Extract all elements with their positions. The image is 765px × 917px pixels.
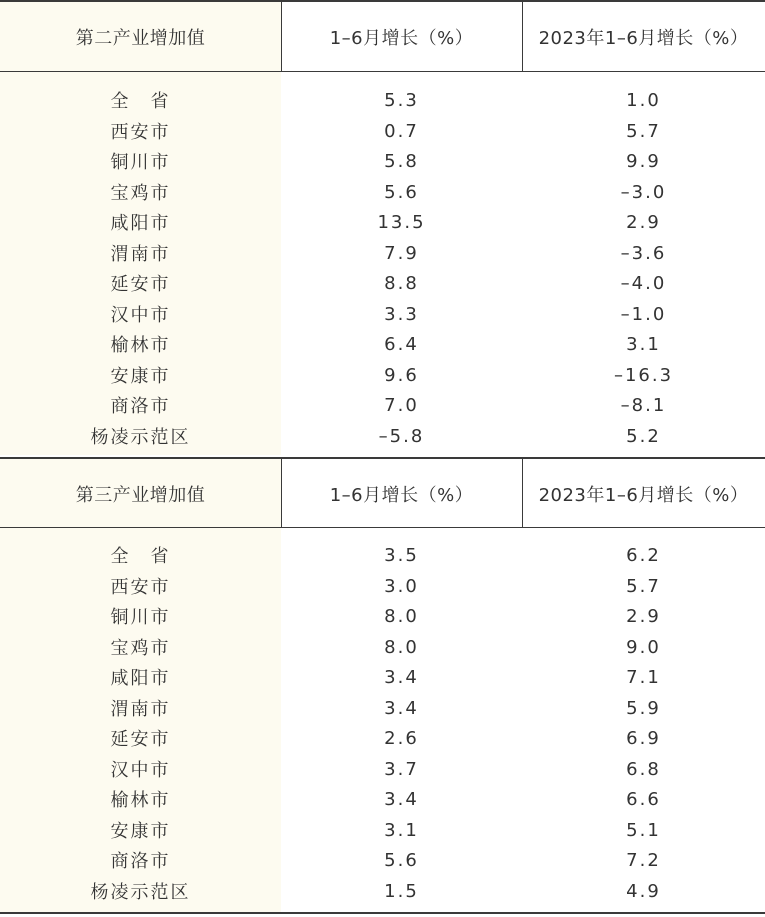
header-growth: 1–6月增长（%） — [281, 459, 522, 529]
region-cell: 咸阳市 — [110, 213, 171, 234]
growth-2023-cell: 2.9 — [626, 211, 661, 233]
region-cell: 安康市 — [110, 366, 171, 387]
table-row — [0, 662, 765, 692]
region-cell: 西安市 — [110, 122, 171, 143]
table-row — [0, 299, 765, 329]
growth-2023-cell: 2.9 — [626, 605, 661, 627]
table-row — [0, 632, 765, 662]
table-header — [0, 459, 765, 529]
table-row — [0, 784, 765, 814]
region-cell: 咸阳市 — [110, 668, 171, 689]
table-row — [0, 207, 765, 237]
table-row — [0, 360, 765, 390]
table-row — [0, 116, 765, 146]
region-cell: 宝鸡市 — [110, 638, 171, 659]
region-cell: 西安市 — [110, 577, 171, 598]
table-row — [0, 268, 765, 298]
region-cell: 渭南市 — [110, 244, 171, 265]
growth-cell: 7.0 — [384, 394, 419, 416]
region-cell: 商洛市 — [110, 851, 171, 872]
table-body — [0, 528, 765, 912]
region-cell: 全 省 — [110, 546, 171, 567]
growth-2023-cell: 7.1 — [626, 666, 661, 688]
growth-cell: 7.9 — [384, 242, 419, 264]
growth-2023-cell: 9.0 — [626, 636, 661, 658]
region-cell: 榆林市 — [110, 790, 171, 811]
region-cell: 渭南市 — [110, 699, 171, 720]
region-cell: 汉中市 — [110, 760, 171, 781]
growth-cell: 9.6 — [384, 364, 419, 386]
growth-2023-cell: –1.0 — [620, 303, 667, 325]
growth-2023-cell: 9.9 — [626, 150, 661, 172]
growth-2023-cell: 1.0 — [626, 89, 661, 111]
growth-2023-cell: –8.1 — [620, 394, 667, 416]
table-row — [0, 421, 765, 451]
growth-2023-cell: 5.9 — [626, 697, 661, 719]
growth-2023-cell: –16.3 — [613, 364, 674, 386]
growth-cell: 2.6 — [384, 727, 419, 749]
growth-cell: –5.8 — [378, 425, 425, 447]
region-cell: 延安市 — [110, 274, 171, 295]
table-header — [0, 2, 765, 72]
table-bottom-rule — [0, 912, 765, 914]
region-cell: 延安市 — [110, 729, 171, 750]
table-row — [0, 815, 765, 845]
region-cell: 铜川市 — [110, 607, 171, 628]
region-cell: 安康市 — [110, 821, 171, 842]
table-row — [0, 571, 765, 601]
table-row — [0, 723, 765, 753]
growth-cell: 8.0 — [384, 605, 419, 627]
table-row — [0, 238, 765, 268]
growth-cell: 3.4 — [384, 788, 419, 810]
growth-2023-cell: 6.2 — [626, 544, 661, 566]
growth-2023-cell: –3.0 — [620, 181, 667, 203]
table-row — [0, 601, 765, 631]
growth-cell: 5.6 — [384, 181, 419, 203]
secondary-industry-table — [0, 0, 765, 457]
growth-cell: 0.7 — [384, 120, 419, 142]
table-row — [0, 876, 765, 906]
growth-cell: 3.4 — [384, 666, 419, 688]
table-row — [0, 540, 765, 570]
growth-cell: 13.5 — [377, 211, 426, 233]
table-row — [0, 146, 765, 176]
table-row — [0, 845, 765, 875]
growth-2023-cell: 5.7 — [626, 120, 661, 142]
growth-cell: 3.0 — [384, 575, 419, 597]
region-cell: 铜川市 — [110, 152, 171, 173]
growth-2023-cell: 5.2 — [626, 425, 661, 447]
growth-cell: 3.7 — [384, 758, 419, 780]
header-growth-2023: 2023年1–6月增长（%） — [522, 2, 765, 72]
growth-cell: 5.8 — [384, 150, 419, 172]
region-cell: 汉中市 — [110, 305, 171, 326]
region-cell: 宝鸡市 — [110, 183, 171, 204]
growth-cell: 3.1 — [384, 819, 419, 841]
header-category: 第三产业增加值 — [0, 459, 281, 529]
table-row — [0, 85, 765, 115]
region-cell: 榆林市 — [110, 335, 171, 356]
header-growth-2023: 2023年1–6月增长（%） — [522, 459, 765, 529]
growth-2023-cell: 4.9 — [626, 880, 661, 902]
region-cell: 杨凌示范区 — [90, 427, 191, 448]
region-cell: 商洛市 — [110, 396, 171, 417]
growth-cell: 8.8 — [384, 272, 419, 294]
growth-2023-cell: 5.7 — [626, 575, 661, 597]
header-divider — [522, 459, 523, 527]
growth-cell: 5.3 — [384, 89, 419, 111]
header-category: 第二产业增加值 — [0, 2, 281, 72]
table-row — [0, 177, 765, 207]
tertiary-industry-table — [0, 457, 765, 915]
table-body — [0, 72, 765, 455]
region-cell: 杨凌示范区 — [90, 882, 191, 903]
growth-2023-cell: 7.2 — [626, 849, 661, 871]
growth-cell: 5.6 — [384, 849, 419, 871]
header-growth: 1–6月增长（%） — [281, 2, 522, 72]
table-row — [0, 693, 765, 723]
growth-2023-cell: 6.6 — [626, 788, 661, 810]
growth-cell: 3.5 — [384, 544, 419, 566]
growth-2023-cell: 6.9 — [626, 727, 661, 749]
growth-2023-cell: 6.8 — [626, 758, 661, 780]
header-divider — [281, 459, 282, 527]
growth-2023-cell: 3.1 — [626, 333, 661, 355]
growth-cell: 1.5 — [384, 880, 419, 902]
header-divider — [281, 2, 282, 71]
region-cell: 全 省 — [110, 91, 171, 112]
growth-cell: 3.3 — [384, 303, 419, 325]
header-divider — [522, 2, 523, 71]
growth-2023-cell: –4.0 — [620, 272, 667, 294]
growth-cell: 8.0 — [384, 636, 419, 658]
table-row — [0, 754, 765, 784]
growth-cell: 6.4 — [384, 333, 419, 355]
growth-2023-cell: 5.1 — [626, 819, 661, 841]
table-row — [0, 390, 765, 420]
growth-2023-cell: –3.6 — [620, 242, 667, 264]
growth-cell: 3.4 — [384, 697, 419, 719]
table-row — [0, 329, 765, 359]
